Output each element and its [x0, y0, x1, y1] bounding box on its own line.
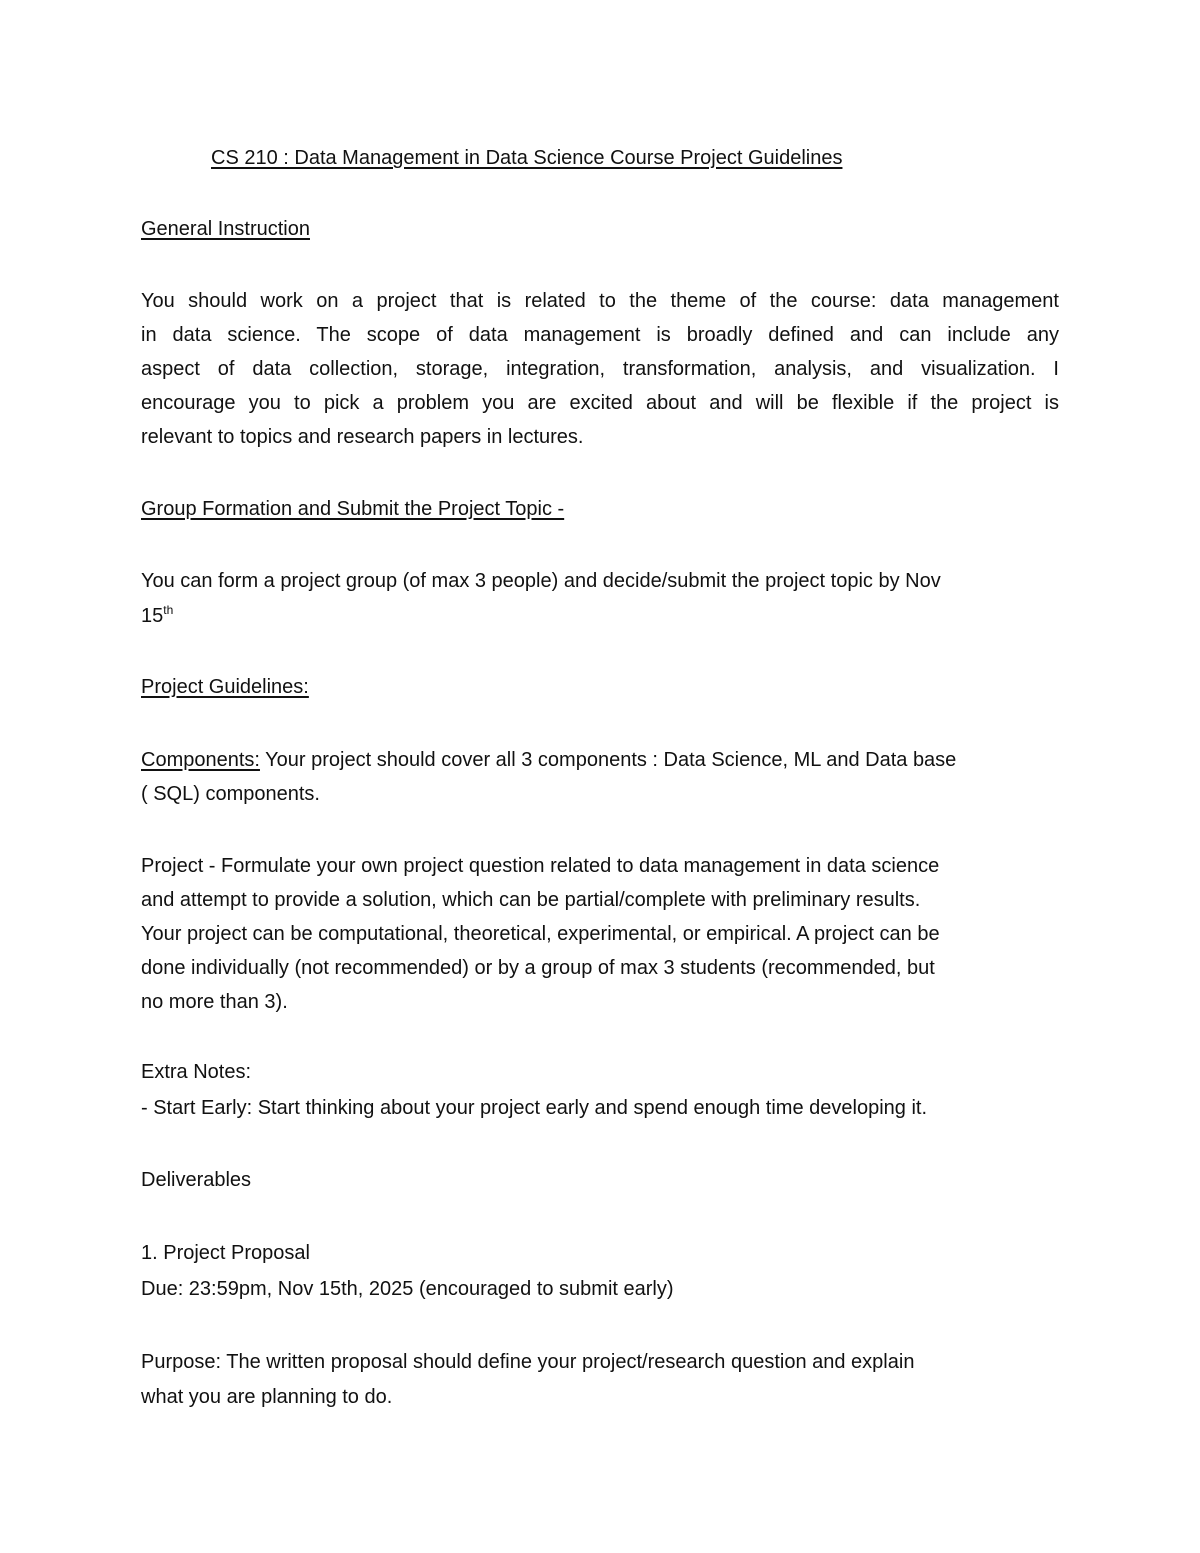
group-date-day: 15 — [141, 605, 164, 627]
purpose-line-2: what you are planning to do. — [141, 1386, 393, 1408]
project-line-5: no more than 3). — [141, 991, 288, 1013]
deliverable-1-due: Due: 23:59pm, Nov 15th, 2025 (encouraged to submit early) — [141, 1278, 674, 1300]
deliverable-1-title: 1. Project Proposal — [141, 1242, 310, 1264]
general-line-1: You should work on a project that is related to the theme of the course: data management — [141, 290, 1059, 312]
components-line-2: ( SQL) components. — [141, 783, 320, 805]
group-formation-line-1: You can form a project group (of max 3 people) and decide/submit the project topic by Nov — [141, 570, 941, 592]
group-date-suffix: th — [163, 603, 174, 617]
project-line-1: Project - Formulate your own project question related to data management in data science — [141, 855, 940, 877]
general-line-3: aspect of data collection, storage, integration, transformation, analysis, and visualization. I — [141, 358, 1059, 380]
extra-notes-heading: Extra Notes: — [141, 1061, 252, 1083]
deliverables-heading: Deliverables — [141, 1169, 252, 1191]
project-line-3: Your project can be computational, theoretical, experimental, or empirical. A project can be — [141, 923, 940, 945]
general-line-5: relevant to topics and research papers in lectures. — [141, 426, 584, 448]
general-instruction-paragraph — [141, 284, 1059, 454]
project-guidelines-heading: Project Guidelines: — [141, 676, 309, 698]
components-line-1 — [141, 748, 956, 772]
extra-notes-item: - Start Early: Start thinking about your project early and spend enough time developing it. — [141, 1097, 928, 1119]
document-title: CS 210 : Data Management in Data Science Course Project Guidelines — [211, 147, 843, 169]
general-line-4: encourage you to pick a problem you are excited about and will be flexible if the project is — [141, 392, 1059, 414]
project-line-2: and attempt to provide a solution, which can be partial/complete with preliminary results. — [141, 889, 921, 911]
components-text: Your project should cover all 3 components : Data Science, ML and Data base — [259, 749, 957, 771]
group-formation-line-2 — [141, 604, 173, 628]
components-label: Components: — [141, 749, 260, 771]
project-line-4: done individually (not recommended) or by a group of max 3 students (recommended, but — [141, 957, 935, 979]
project-paragraph — [141, 849, 1059, 1019]
general-instruction-heading: General Instruction — [141, 218, 310, 240]
purpose-line-1: Purpose: The written proposal should define your project/research question and explain — [141, 1351, 915, 1373]
group-formation-heading: Group Formation and Submit the Project Topic - — [141, 498, 565, 520]
general-line-2: in data science. The scope of data management is broadly defined and can include any — [141, 324, 1059, 346]
